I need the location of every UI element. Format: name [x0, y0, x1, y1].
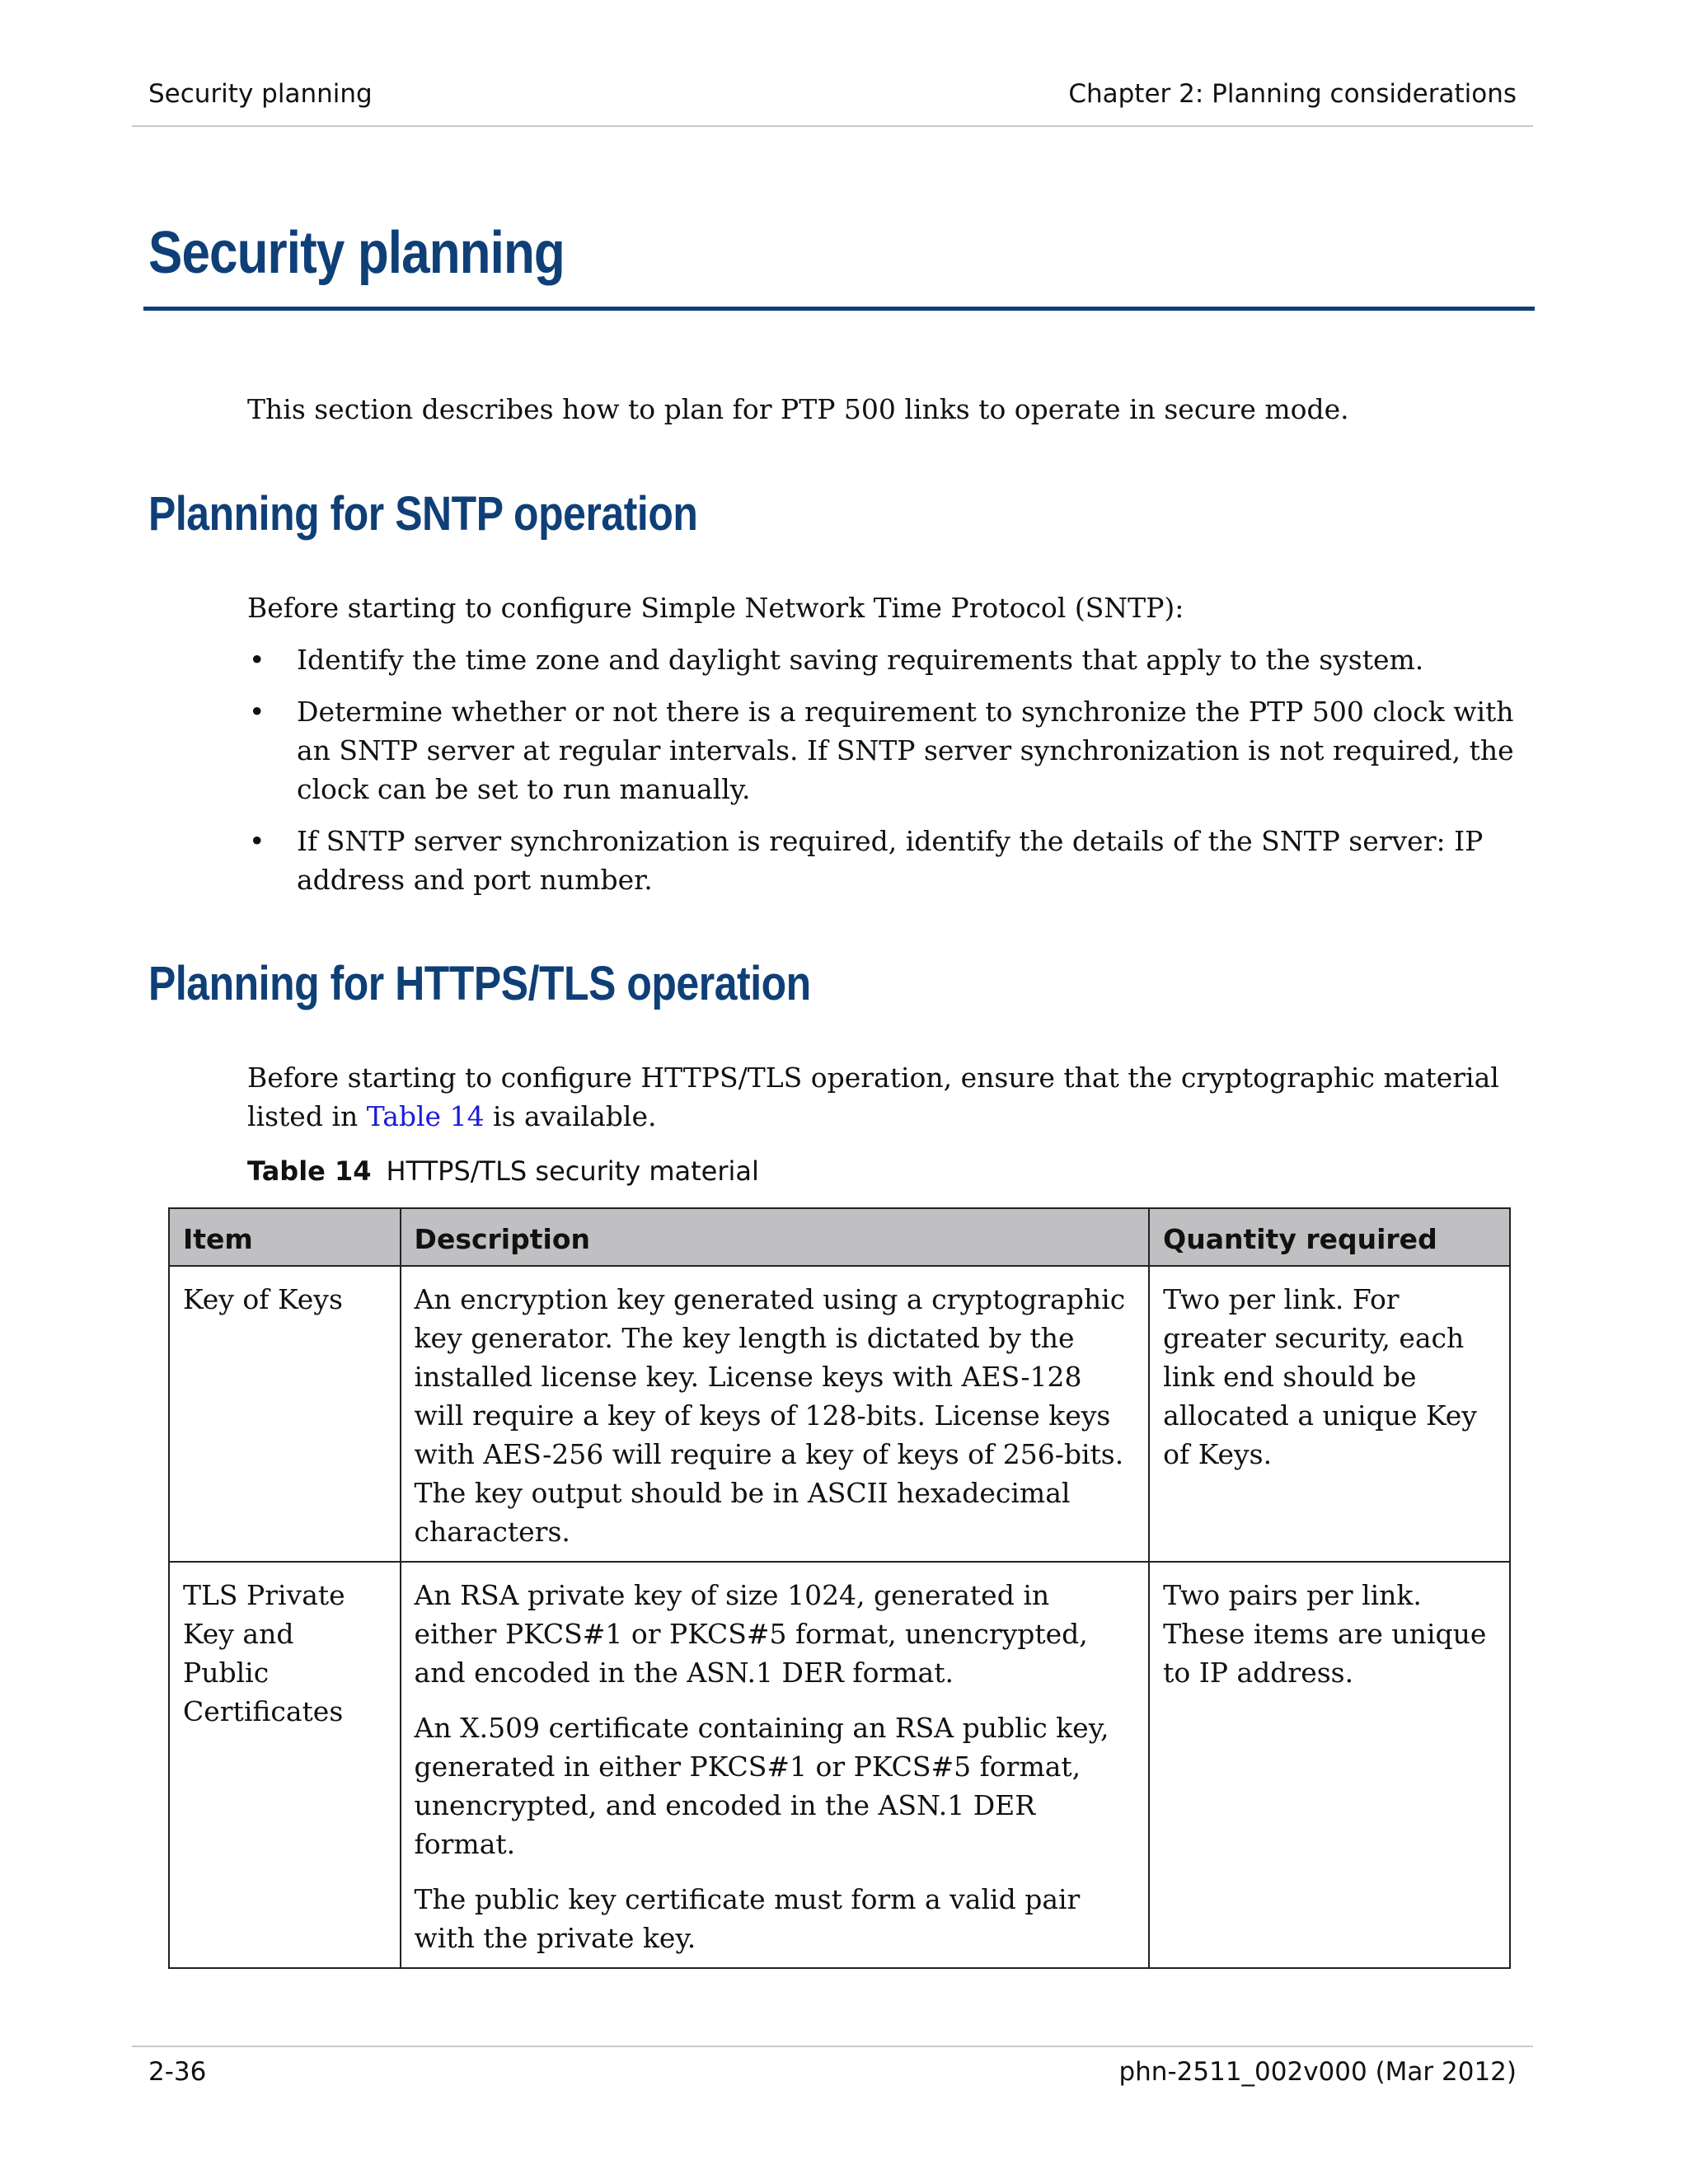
description-paragraph: The public key certificate must form a valid pair with the private key. [414, 1883, 1081, 1954]
https-lead-text-before: Before starting to configure HTTPS/TLS operation, ensure that the cryptographic material listed in [247, 1062, 1499, 1132]
cell-description [401, 1266, 1150, 1562]
running-header [132, 79, 1517, 112]
title-underline [143, 307, 1535, 311]
cell-description [401, 1562, 1150, 1968]
bullet-icon: • [249, 696, 265, 728]
table-row [169, 1562, 1510, 1968]
page-number: 2-36 [148, 2057, 207, 2087]
section-heading-https: Planning for HTTPS/TLS operation [148, 957, 811, 1010]
list-item [247, 640, 1550, 679]
intro-paragraph: This section describes how to plan for PTP 500 links to operate in secure mode. [247, 393, 1349, 425]
sntp-bullet-list [247, 640, 1550, 912]
table-caption-text: HTTPS/TLS security material [386, 1155, 759, 1187]
table-header-row [169, 1208, 1510, 1266]
running-header-left: Security planning [148, 79, 373, 109]
description-paragraph: An X.509 certificate containing an RSA public key, generated in either PKCS#1 or PKCS#5 format, unencrypted, and encoded in the ASN.1 DER format. [414, 1712, 1109, 1860]
running-footer [132, 2057, 1517, 2090]
bullet-icon: • [249, 644, 265, 676]
document-id: phn-2511_002v000 (Mar 2012) [1118, 2057, 1517, 2087]
table-caption [247, 1155, 759, 1187]
cell-quantity: Two pairs per link. These items are unique to IP address. [1149, 1562, 1510, 1968]
page-title: Security planning [148, 220, 565, 286]
https-lead-text-after: is available. [484, 1100, 657, 1132]
header-divider [132, 125, 1533, 127]
description-paragraph: An encryption key generated using a cryptographic key generator. The key length is dictated by the installed license key. License keys with AES-128 will require a key of keys of 128-bits. License keys with AES-256 will require a key of keys of 256-bits. The key output should be in ASCII hexadecimal characters. [414, 1283, 1126, 1548]
list-item-text: Identify the time zone and daylight saving requirements that apply to the system. [297, 644, 1424, 676]
list-item-text: If SNTP server synchronization is required, identify the details of the SNTP server: IP address and port number. [297, 825, 1484, 896]
column-header-quantity: Quantity required [1149, 1208, 1510, 1266]
bullet-icon: • [249, 825, 265, 857]
table-caption-number: Table 14 [247, 1155, 372, 1187]
security-material-table [168, 1207, 1511, 1969]
cell-item: Key of Keys [169, 1266, 401, 1562]
https-lead-paragraph [247, 1058, 1533, 1136]
section-heading-sntp: Planning for SNTP operation [148, 487, 698, 541]
list-item [247, 692, 1550, 808]
description-paragraph: An RSA private key of size 1024, generated in either PKCS#1 or PKCS#5 format, unencrypted, and encoded in the ASN.1 DER format. [414, 1579, 1088, 1689]
table-row [169, 1266, 1510, 1562]
footer-divider [132, 2046, 1533, 2047]
cell-quantity: Two per link. For greater security, each link end should be allocated a unique Key of Keys. [1149, 1266, 1510, 1562]
table-14-link[interactable]: Table 14 [366, 1100, 485, 1132]
sntp-lead-paragraph: Before starting to configure Simple Network Time Protocol (SNTP): [247, 592, 1184, 624]
cell-item: TLS Private Key and Public Certificates [169, 1562, 401, 1968]
list-item-text: Determine whether or not there is a requirement to synchronize the PTP 500 clock with an SNTP server at regular intervals. If SNTP server synchronization is not required, the clock can be set to run manually. [297, 696, 1514, 805]
column-header-description: Description [401, 1208, 1150, 1266]
list-item [247, 822, 1550, 899]
running-header-right: Chapter 2: Planning considerations [1068, 79, 1517, 109]
column-header-item: Item [169, 1208, 401, 1266]
